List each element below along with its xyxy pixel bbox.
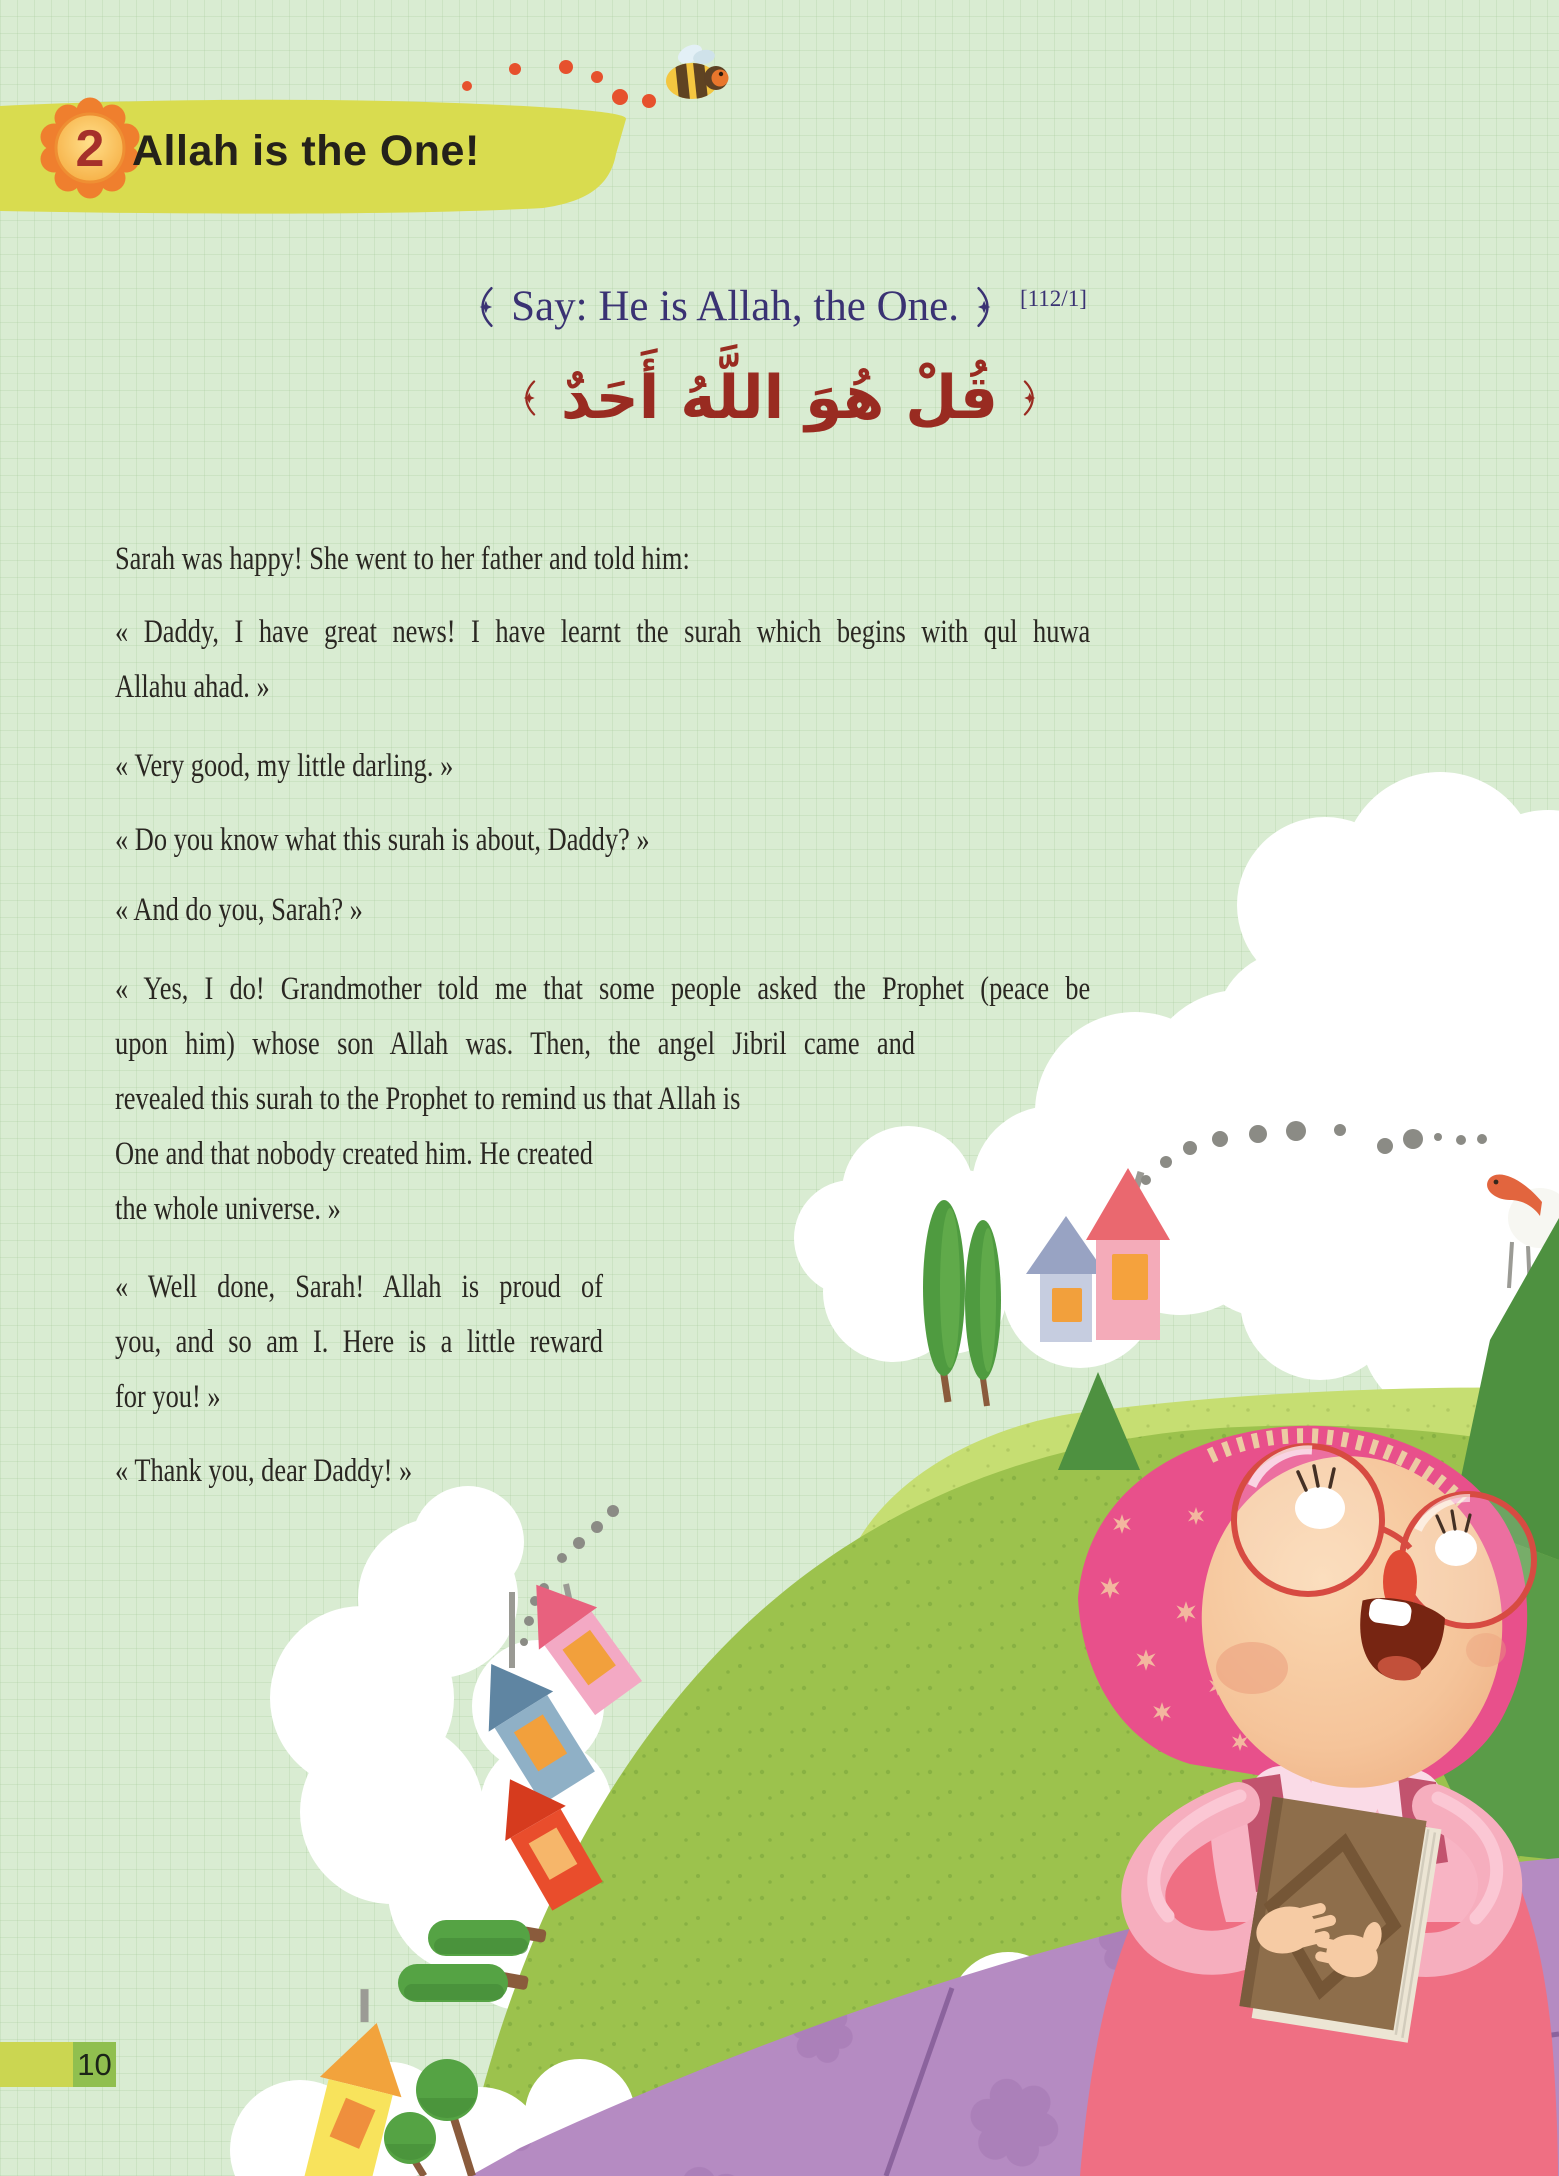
story-line: the whole universe. » bbox=[115, 1191, 341, 1227]
verse-arabic: قُلْ هُوَ اللَّهُ أَحَدٌ bbox=[560, 363, 999, 433]
story-line: « Yes, I do! Grandmother told me that some people asked the Prophet (peace be bbox=[115, 971, 1091, 1007]
story-line: for you! » bbox=[115, 1379, 221, 1415]
page-number-bar bbox=[0, 2042, 73, 2087]
story-line: Sarah was happy! She went to her father and told him: bbox=[115, 541, 690, 577]
story-line: « And do you, Sarah? » bbox=[115, 892, 363, 928]
cheek-blush bbox=[1466, 1633, 1506, 1667]
story-line: Allahu ahad. » bbox=[115, 669, 270, 705]
story-line: upon him) whose son Allah was. Then, the angel Jibril came and bbox=[115, 1026, 915, 1062]
page-number-badge bbox=[0, 2042, 116, 2087]
story-line: « Thank you, dear Daddy! » bbox=[115, 1453, 413, 1489]
verse-translation-line bbox=[0, 282, 1559, 331]
page-title: Allah is the One! bbox=[132, 127, 480, 175]
story-line: « Daddy, I have great news! I have learnt the surah which begins with qul huwa bbox=[115, 614, 1091, 650]
bee-icon bbox=[666, 41, 729, 103]
page-number: 10 bbox=[73, 2042, 116, 2087]
verse-reference: [112/1] bbox=[1020, 286, 1087, 311]
story-line: « Well done, Sarah! Allah is proud of bbox=[115, 1269, 603, 1305]
ornate-parenthesis-icon bbox=[973, 284, 998, 330]
story-line: One and that nobody created him. He created bbox=[115, 1136, 593, 1172]
story-line: « Do you know what this surah is about, Daddy? » bbox=[115, 822, 650, 858]
story-line: revealed this surah to the Prophet to remind us that Allah is bbox=[115, 1081, 741, 1117]
story-line: « Very good, my little darling. » bbox=[115, 748, 454, 784]
ornate-parenthesis-icon bbox=[1020, 377, 1042, 419]
bee-flight-trail bbox=[462, 60, 656, 108]
house-window bbox=[1112, 1254, 1148, 1300]
cheek-blush bbox=[1216, 1642, 1288, 1694]
lesson-number: 2 bbox=[75, 120, 105, 178]
ornate-parenthesis-icon bbox=[472, 284, 497, 330]
verse-translation: Say: He is Allah, the One. bbox=[511, 283, 959, 330]
verse-arabic-line bbox=[0, 352, 1559, 444]
ornate-parenthesis-icon bbox=[517, 377, 539, 419]
story-line: you, and so am I. Here is a little reward bbox=[115, 1324, 603, 1360]
house-window bbox=[1052, 1288, 1082, 1322]
